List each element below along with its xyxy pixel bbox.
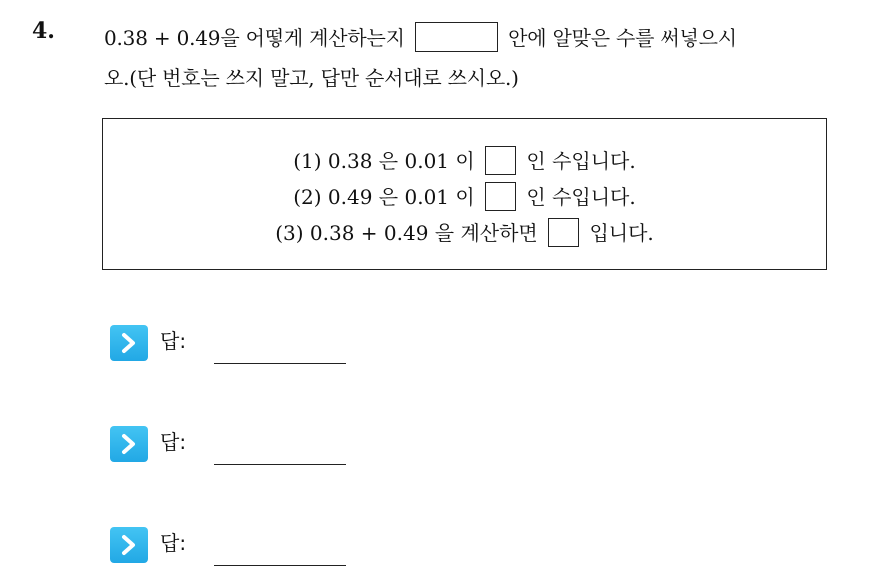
frame-line-3 (103, 215, 826, 251)
problem-frame (102, 118, 827, 270)
frame-line-3-prefix: (3) 0.38 + 0.49 을 계산하면 (275, 221, 538, 245)
question-line-2: 오.(단 번호는 쓰지 말고, 답만 순서대로 쓰시오.) (104, 66, 519, 90)
question-line-1-after-box: 안에 알맞은 수를 써넣으시 (508, 26, 737, 50)
answer-label: 답: (160, 329, 187, 353)
question-number: 4. (32, 18, 55, 44)
frame-line-3-suffix: 입니다. (589, 221, 654, 245)
chevron-right-icon (110, 325, 148, 361)
frame-line-3-blank-box (548, 218, 579, 247)
question-answer-placeholder-box (415, 22, 498, 52)
answer-line (214, 464, 346, 465)
answer-line (214, 363, 346, 364)
answer-line (214, 565, 346, 566)
problem-frame-lines (103, 143, 826, 251)
chevron-right-icon (110, 426, 148, 462)
frame-line-1 (103, 143, 826, 179)
frame-line-1-blank-box (485, 146, 516, 175)
answer-label: 답: (160, 430, 187, 454)
chevron-right-icon (110, 527, 148, 563)
answer-row-3 (108, 525, 368, 565)
question-line-1-before-box: 0.38 + 0.49을 어떻게 계산하는지 (104, 26, 405, 50)
question-line-1 (104, 18, 864, 58)
answer-row-2 (108, 424, 368, 464)
question-text (104, 18, 864, 98)
frame-line-2-suffix: 인 수입니다. (526, 185, 636, 209)
frame-line-2-blank-box (485, 182, 516, 211)
frame-line-1-prefix: (1) 0.38 은 0.01 이 (293, 149, 475, 173)
frame-line-2 (103, 179, 826, 215)
answer-label: 답: (160, 531, 187, 555)
frame-line-1-suffix: 인 수입니다. (526, 149, 636, 173)
answer-row-1 (108, 323, 368, 363)
frame-line-2-prefix: (2) 0.49 은 0.01 이 (293, 185, 475, 209)
